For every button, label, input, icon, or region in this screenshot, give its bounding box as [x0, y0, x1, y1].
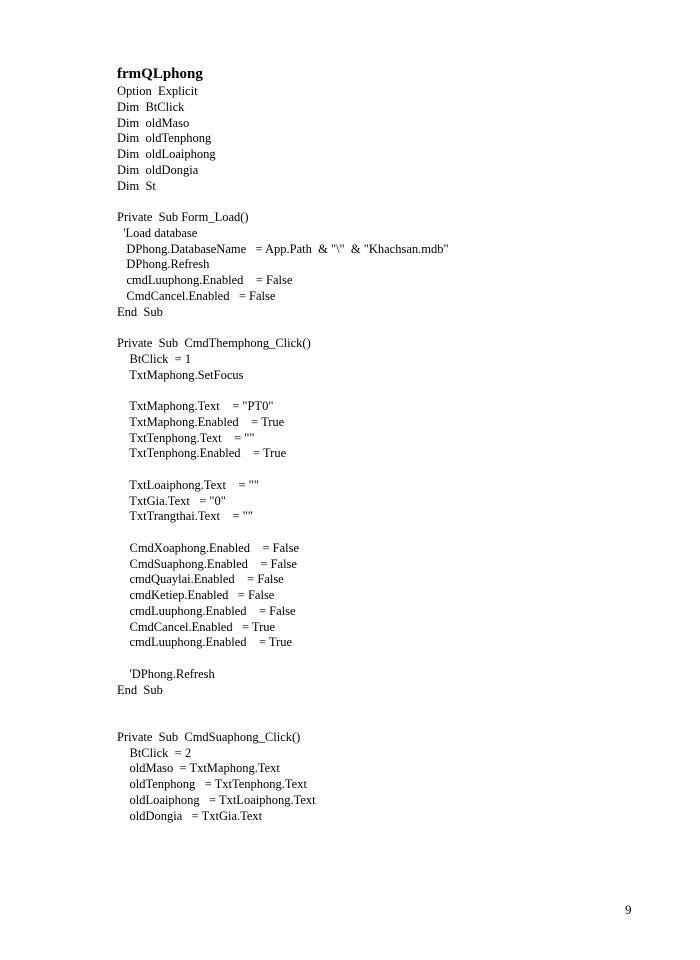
code-line — [117, 462, 449, 478]
code-line: Dim oldMaso — [117, 115, 190, 130]
code-line: BtClick = 1 — [117, 351, 192, 366]
code-line: End Sub — [117, 682, 163, 697]
code-line: TxtGia.Text = "0" — [117, 493, 226, 508]
code-line — [117, 320, 449, 336]
code-line: Dim oldTenphong — [117, 131, 212, 146]
code-line: TxtMaphong.Enabled = True — [117, 414, 285, 429]
code-line: cmdLuuphong.Enabled = False — [117, 273, 293, 287]
code-line: cmdLuuphong.Enabled = False — [117, 603, 296, 618]
code-line — [117, 525, 449, 541]
code-line: oldDongia = TxtGia.Text — [117, 808, 263, 823]
code-line: Dim St — [117, 178, 156, 193]
code-line: Option Explicit — [117, 84, 198, 98]
code-line: TxtTenphong.Enabled = True — [117, 446, 287, 461]
code-line: Dim oldLoaiphong — [117, 147, 216, 161]
code-line: TxtMaphong.SetFocus — [117, 367, 244, 382]
code-line: cmdQuaylai.Enabled = False — [117, 572, 284, 587]
code-line: TxtMaphong.Text = "PT0" — [117, 399, 274, 413]
code-line: 'DPhong.Refresh — [117, 666, 215, 681]
code-line — [117, 714, 449, 730]
code-line: TxtTrangthai.Text = "" — [117, 509, 253, 524]
code-line: CmdXoaphong.Enabled = False — [117, 540, 300, 555]
code-line: oldTenphong = TxtTenphong.Text — [117, 777, 307, 791]
code-line: Private Sub Form_Load() — [117, 210, 249, 224]
code-line: cmdLuuphong.Enabled = True — [117, 635, 293, 650]
code-line: CmdCancel.Enabled = False — [117, 288, 276, 303]
code-line: Private Sub CmdThemphong_Click() — [117, 336, 311, 350]
code-line: Private Sub CmdSuaphong_Click() — [117, 729, 301, 744]
code-line: BtClick = 2 — [117, 745, 192, 760]
code-line: Dim BtClick — [117, 99, 185, 114]
code-line: DPhong.Refresh — [117, 257, 210, 272]
code-line: TxtLoaiphong.Text = "" — [117, 477, 259, 492]
code-line — [117, 651, 449, 667]
code-line: Dim oldDongia — [117, 162, 199, 177]
document-title: frmQLphong — [117, 66, 203, 82]
code-line: DPhong.DatabaseName = App.Path & "\" & "Khachsan.mdb" — [117, 241, 449, 256]
code-line: CmdSuaphong.Enabled = False — [117, 556, 297, 571]
code-line — [117, 383, 449, 399]
code-line: CmdCancel.Enabled = True — [117, 619, 276, 634]
code-line — [117, 698, 449, 714]
code-line: cmdKetiep.Enabled = False — [117, 588, 275, 602]
code-line — [117, 194, 449, 210]
code-line: 'Load database — [117, 225, 198, 240]
code-line: End Sub — [117, 304, 163, 319]
code-line: TxtTenphong.Text = "" — [117, 430, 255, 445]
page-number: 9 — [625, 902, 632, 917]
code-line: oldLoaiphong = TxtLoaiphong.Text — [117, 792, 316, 807]
code-listing — [117, 84, 449, 824]
code-line: oldMaso = TxtMaphong.Text — [117, 761, 280, 776]
